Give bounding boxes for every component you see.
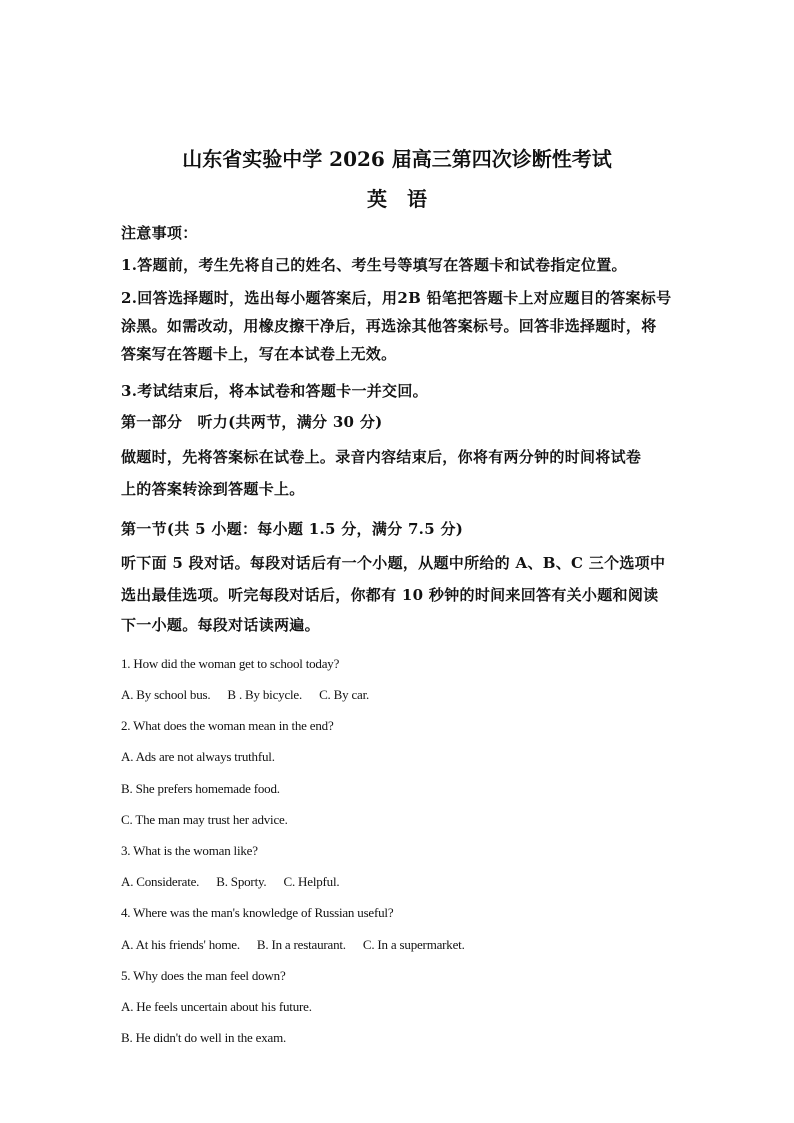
question-2-option-c: C. The man may trust her advice.	[121, 812, 288, 827]
section1-instruction-line-1: 听下面 5 段对话。每段对话后有一个小题，从题中所给的 A、B、C 三个选项中	[121, 554, 666, 572]
question-4-option-c: C. In a supermarket.	[362, 937, 465, 952]
question-4-stem: 4. Where was the man's knowledge of Russian useful?	[121, 905, 394, 920]
question-4-options	[121, 937, 465, 953]
notice-item-3: 3.考试结束后，将本试卷和答题卡一并交回。	[121, 382, 428, 400]
question-3-option-b: B. Sporty.	[216, 874, 267, 889]
question-3-option-a: A. Considerate.	[121, 874, 200, 889]
question-1-options	[121, 687, 369, 703]
notice-item-2-line-1: 2.回答选择题时，选出每小题答案后，用2B 铅笔把答题卡上对应题目的答案标号	[121, 289, 672, 307]
section1-instruction-line-2: 选出最佳选项。听完每段对话后，你都有 10 秒钟的时间来回答有关小题和阅读	[121, 586, 659, 604]
subject-title: 英 语	[367, 187, 427, 211]
part1-heading: 第一部分 听力(共两节，满分 30 分)	[121, 413, 383, 431]
question-3-stem: 3. What is the woman like?	[121, 843, 258, 858]
notice-heading: 注意事项：	[121, 224, 198, 242]
question-5-option-b: B. He didn't do well in the exam.	[121, 1030, 287, 1045]
question-1-option-a: A. By school bus.	[121, 687, 211, 702]
notice-item-2-line-2: 涂黑。如需改动，用橡皮擦干净后，再选涂其他答案标号。回答非选择题时，将	[121, 317, 657, 335]
question-2-stem: 2. What does the woman mean in the end?	[121, 718, 334, 733]
question-5-option-a: A. He feels uncertain about his future.	[121, 999, 312, 1014]
exam-title: 山东省实验中学 2026 届高三第四次诊断性考试	[182, 147, 612, 171]
section1-instruction-line-3: 下一小题。每段对话读两遍。	[121, 616, 320, 634]
section1-heading: 第一节(共 5 小题：每小题 1.5 分，满分 7.5 分)	[121, 520, 464, 538]
question-1-option-c: C. By car.	[319, 687, 370, 702]
question-2-option-b: B. She prefers homemade food.	[121, 781, 280, 796]
question-3-option-c: C. Helpful.	[283, 874, 340, 889]
question-1-stem: 1. How did the woman get to school today?	[121, 656, 340, 671]
question-4-option-b: B. In a restaurant.	[256, 937, 346, 952]
question-5-stem: 5. Why does the man feel down?	[121, 968, 286, 983]
question-4-option-a: A. At his friends' home.	[121, 937, 240, 952]
part1-instruction-line-1: 做题时，先将答案标在试卷上。录音内容结束后，你将有两分钟的时间将试卷	[121, 448, 642, 466]
question-3-options	[121, 874, 339, 890]
question-2-option-a: A. Ads are not always truthful.	[121, 749, 275, 764]
question-1-option-b: B . By bicycle.	[227, 687, 303, 702]
notice-item-2-line-3: 答案写在答题卡上，写在本试卷上无效。	[121, 345, 397, 363]
notice-item-1: 1.答题前，考生先将自己的姓名、考生号等填写在答题卡和试卷指定位置。	[121, 256, 627, 274]
part1-instruction-line-2: 上的答案转涂到答题卡上。	[121, 480, 305, 498]
